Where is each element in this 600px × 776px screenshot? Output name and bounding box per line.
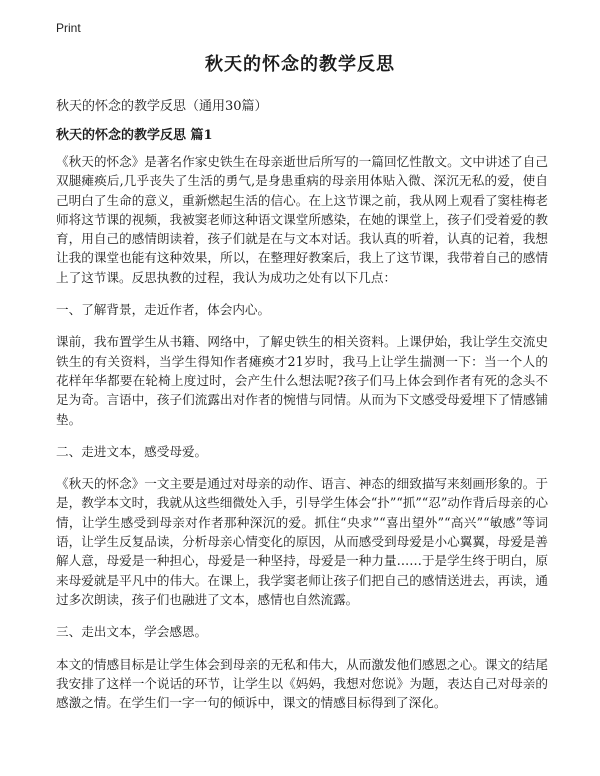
paragraph-point-3: 本文的情感目标是让学生体会到母亲的无私和伟大，从而激发他们感恩之心。课文的结尾我安排了这样一个说话的环节，让学生以《妈妈，我想对您说》为题，表达自己对母亲的感激之情。在学生们一字一句的倾诉中，课文的情感目标得到了深化。 — [56, 656, 548, 711]
point-heading-3: 三、走出文本，学会感恩。 — [56, 624, 208, 640]
point-heading-2: 二、走进文本，感受母爱。 — [56, 443, 208, 459]
document-subtitle: 秋天的怀念的教学反思（通用30篇） — [56, 99, 268, 114]
article-body — [56, 152, 548, 725]
paragraph-intro: 《秋天的怀念》是著名作家史铁生在母亲逝世后所写的一篇回忆性散文。文中讲述了自己双腿瘫痪后,几乎丧失了生活的勇气,是身患重病的母亲用体贴入微、深沉无私的爱，使自己明白了生命的意义，重新燃起生活的信心。在上这节课之前，我从网上观看了窦桂梅老师将这节课的视频，我被窦老师这种语文课堂所感染，在她的课堂上，孩子们受着爱的教育，用自己的感情朗读着，孩子们就是在与文本对话。我认真的听着，认真的记着，我想让我的课堂也能有这种效果，所以，在整理好教案后，我上了这节课，我带着自己的感情上了这节课。反思执教的过程，我认为成功之处有以下几点： — [56, 154, 548, 285]
paragraph-point-2: 《秋天的怀念》一文主要是通过对母亲的动作、语言、神态的细致描写来刻画形象的。于是，教学本文时，我就从这些细微处入手，引导学生体会“扑”“抓”“忍”动作背后母亲的心情，让学生感受到母亲对作者那种深沉的爱。抓住“央求”“喜出望外”“高兴”“敏感”等词语，让学生反复品读，分析母亲心情变化的原因，从而感受到母爱是小心翼翼，母爱是善解人意，母爱是一种担心，母爱是一种坚持，母爱是一种力量……于是学生终于明白，原来母爱就是平凡中的伟大。在课上，我学窦老师让孩子们把自己的感情送进去，再读，通过多次朗读，孩子们也融进了文本，感情也自然流露。 — [56, 476, 549, 607]
point-heading-1: 一、了解背景，走近作者，体会内心。 — [56, 302, 271, 318]
section-heading: 秋天的怀念的教学反思 篇1 — [56, 128, 213, 143]
print-link[interactable]: Print — [56, 21, 81, 35]
paragraph-point-1: 课前，我布置学生从书籍、网络中，了解史铁生的相关资料。上课伊始，我让学生交流史铁生的有关资料，当学生得知作者瘫痪才21岁时，我马上让学生揣测一下：当一个人的花样年华都要在轮椅上度过时，会产生什么想法呢?孩子们马上体会到作者有死的念头不足为奇。言语中，孩子们流露出对作者的惋惜与同情。从而为下文感受母爱埋下了情感铺垫。 — [56, 334, 548, 427]
document-title: 秋天的怀念的教学反思 — [205, 54, 395, 75]
